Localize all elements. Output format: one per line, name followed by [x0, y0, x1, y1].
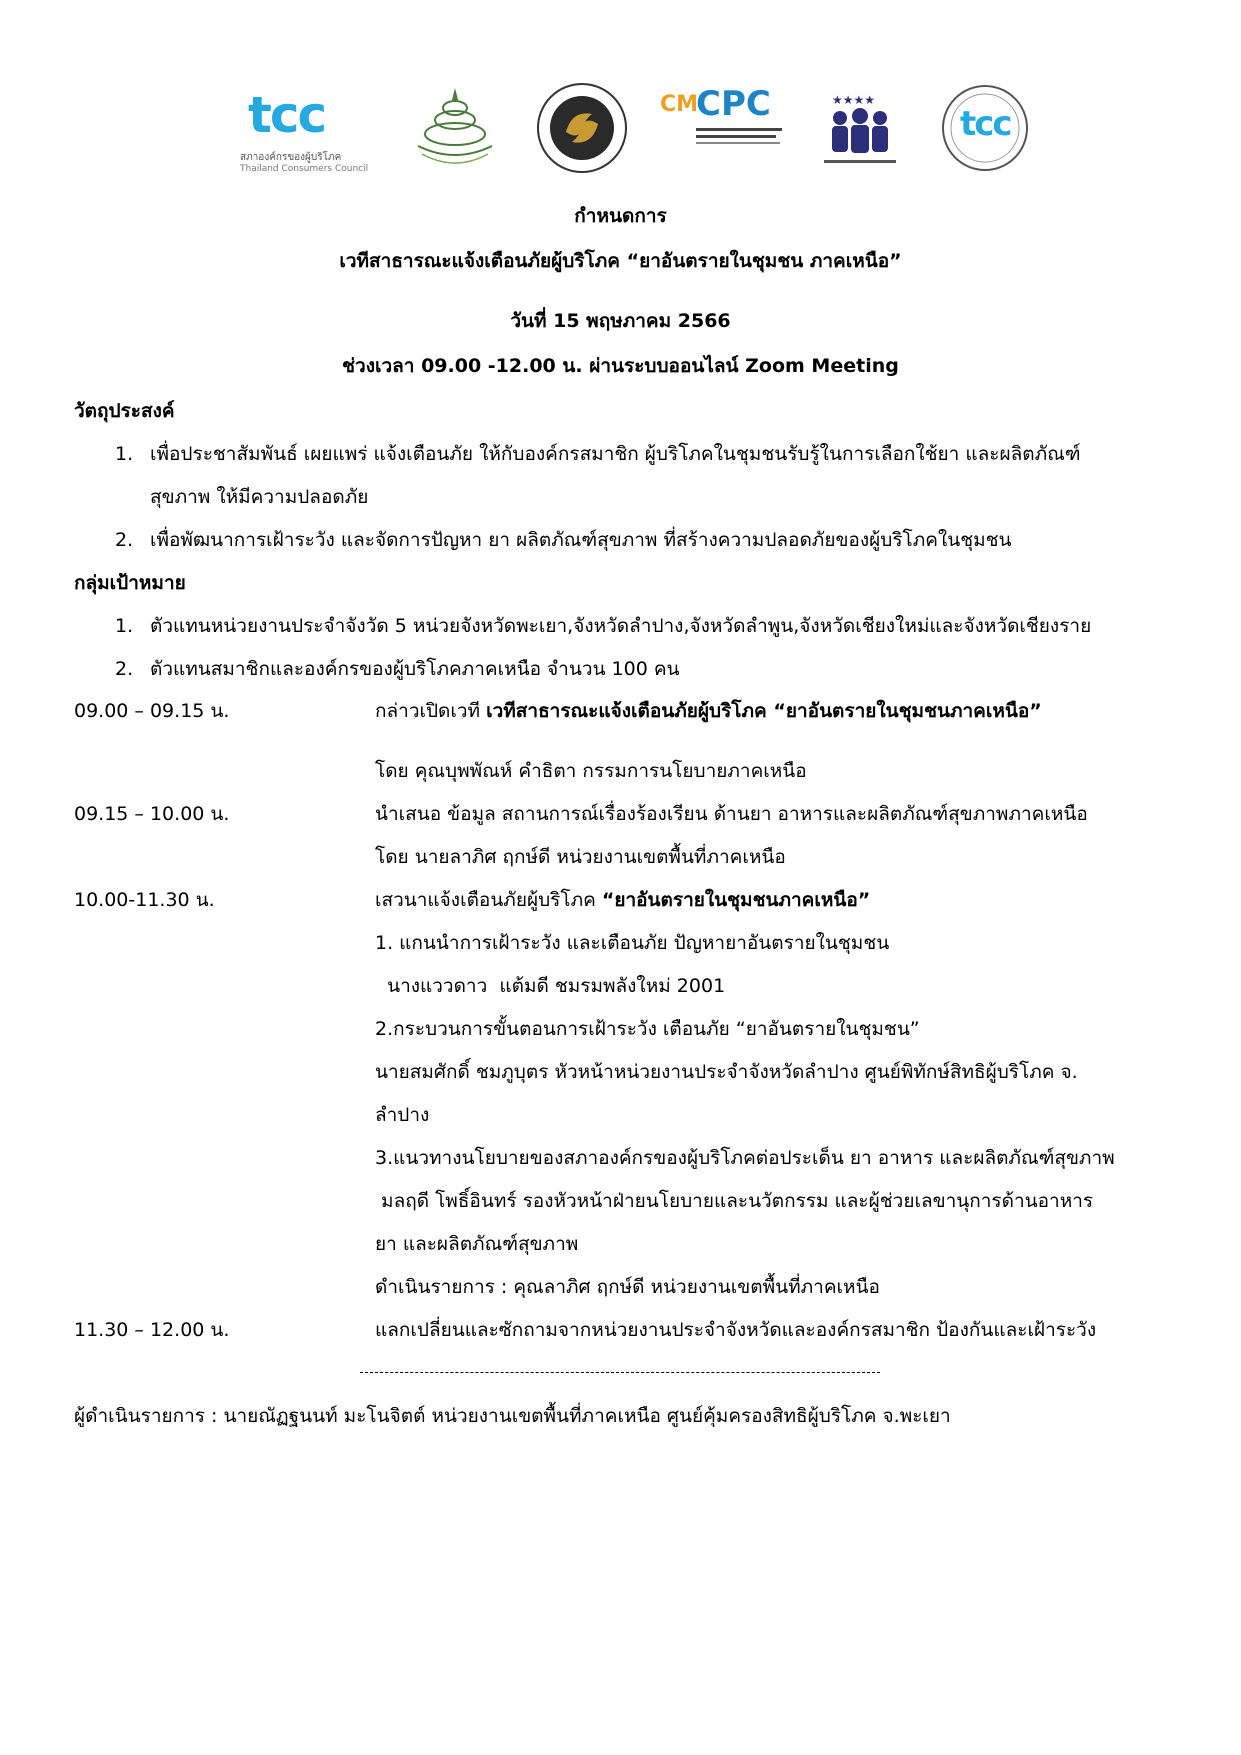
tcc-seal-mark: tcc	[960, 104, 1011, 144]
event-time: ช่วงเวลา 09.00 -12.00 น. ผ่านระบบออนไลน์ Zoom Meeting	[342, 355, 899, 377]
panel-line: ยา และผลิตภัณฑ์สุขภาพ	[375, 1233, 579, 1255]
panel-line: นางแววดาว แต้มดี ชมรมพลังใหม่ 2001	[375, 975, 726, 997]
schedule-item-3-lead-text: เสวนาแจ้งเตือนภัยผู้บริโภค	[375, 889, 602, 911]
schedule-item-4-line1: แลกเปลี่ยนและซักถามจากหน่วยงานประจำจังหวัดและองค์กรสมาชิก ป้องกันและเฝ้าระวัง	[375, 1319, 1097, 1341]
tcc-round-seal-logo	[930, 80, 1040, 180]
panel-line: นายสมศักดิ์ ชมภูบุตร หัวหน้าหน่วยงานประจำจังหวัดลำปาง ศูนย์พิทักษ์สิทธิผู้บริโภค จ.	[375, 1061, 1078, 1083]
objective-1-number: 1.	[115, 443, 134, 465]
svg-text:★★★★: ★★★★	[832, 93, 876, 107]
cmcpc-logo	[660, 80, 800, 180]
cmcpc-logo-cm: CM	[660, 92, 699, 117]
schedule-item-3-lead	[375, 888, 870, 912]
schedule-item-1-by: โดย คุณบุพพัณห์ คำธิตา กรรมการนโยบายภาคเหนือ	[375, 760, 807, 782]
panel-line: มลฤดี โพธิ์อินทร์ รองหัวหน้าฝ่ายนโยบายและนวัตกรรม และผู้ช่วยเลขานุการด้านอาหาร	[375, 1190, 1094, 1212]
schedule-item-1-lead-text: กล่าวเปิดเวที	[375, 700, 487, 722]
panel-line: 2.กระบวนการขั้นตอนการเฝ้าระวัง เตือนภัย “ยาอันตรายในชุมชน”	[375, 1018, 920, 1040]
schedule-item-2-line1: นำเสนอ ข้อมูล สถานการณ์เรื่องร้องเรียน ด้านยา อาหารและผลิตภัณฑ์สุขภาพภาคเหนือ	[375, 803, 1088, 825]
schedule-item-1-lead-bold: เวทีสาธารณะแจ้งเตือนภัยผู้บริโภค “ยาอันตรายในชุมชนภาคเหนือ”	[486, 700, 1042, 722]
target-1-text: ตัวแทนหน่วยงานประจำจังวัด 5 หน่วยจังหวัดพะเยา,จังหวัดลำปาง,จังหวัดลำพูน,จังหวัดเชียงใหม่และจังหวัดเชียงราย	[150, 615, 1092, 637]
event-date: วันที่ 15 พฤษภาคม 2566	[510, 310, 731, 332]
tcc-logo-mark: tcc	[248, 86, 326, 144]
footer-moderator: ผู้ดำเนินรายการ : นายณัฏฐนนท์ มะโนจิตต์ หน่วยงานเขตพื้นที่ภาคเหนือ ศูนย์คุ้มครองสิทธิผู้บริโภค จ.พะเยา	[74, 1405, 951, 1427]
schedule-time-3: 10.00-11.30 น.	[74, 889, 215, 911]
objective-2-line1: เพื่อพัฒนาการเฝ้าระวัง และจัดการปัญหา ยา ผลิตภัณฑ์สุขภาพ ที่สร้างความปลอดภัยของผู้บริโภคในชุมชน	[150, 529, 1012, 551]
section-divider	[360, 1372, 880, 1373]
schedule-item-3-lead-bold: “ยาอันตรายในชุมชนภาคเหนือ”	[601, 889, 871, 911]
objective-1-line1: เพื่อประชาสัมพันธ์ เผยแพร่ แจ้งเตือนภัย ให้กับองค์กรสมาชิก ผู้บริโภคในชุมชนรับรู้ในการเลือกใช้ยา และผลิตภัณฑ์	[150, 443, 1081, 465]
people-group-logo	[810, 80, 910, 180]
agenda-title: กำหนดการ	[574, 205, 667, 227]
objective-1-line2: สุขภาพ ให้มีความปลอดภัย	[150, 486, 369, 508]
tcc-logo	[240, 80, 380, 180]
schedule-item-2-line2: โดย นายลาภิศ ฤกษ์ดี หน่วยงานเขตพื้นที่ภาคเหนือ	[375, 846, 786, 868]
target-1-number: 1.	[115, 615, 134, 637]
schedule-time-1: 09.00 – 09.15 น.	[74, 700, 230, 722]
target-2-text: ตัวแทนสมาชิกและองค์กรของผู้บริโภคภาคเหนือ จำนวน 100 คน	[150, 658, 680, 680]
objective-2-number: 2.	[115, 529, 134, 551]
schedule-item-1-lead	[375, 699, 1042, 723]
panel-line: 3.แนวทางนโยบายของสภาองค์กรของผู้บริโภคต่อประเด็น ยา อาหาร และผลิตภัณฑ์สุขภาพ	[375, 1147, 1115, 1169]
schedule-time-2: 09.15 – 10.00 น.	[74, 803, 230, 825]
target-2-number: 2.	[115, 658, 134, 680]
panel-line: 1. แกนนำการเฝ้าระวัง และเตือนภัย ปัญหายาอันตรายในชุมชน	[375, 932, 890, 954]
objectives-heading: วัตถุประสงค์	[74, 400, 175, 422]
cmcpc-logo-caption	[696, 126, 786, 150]
stupa-emblem-logo	[400, 80, 510, 180]
panel-line: ดำเนินรายการ : คุณลาภิศ ฤกษ์ดี หน่วยงานเขตพื้นที่ภาคเหนือ	[375, 1276, 880, 1298]
circle-emblem-logo	[532, 80, 632, 180]
logo-row	[240, 80, 1011, 190]
tcc-logo-caption-th: สภาองค์กรของผู้บริโภค	[240, 152, 342, 163]
event-title: เวทีสาธารณะแจ้งเตือนภัยผู้บริโภค “ยาอันตรายในชุมชน ภาคเหนือ”	[339, 250, 902, 272]
cmcpc-logo-cpc: CPC	[696, 84, 771, 124]
targets-heading: กลุ่มเป้าหมาย	[74, 572, 186, 594]
panel-line: ลำปาง	[375, 1104, 430, 1126]
schedule-time-4: 11.30 – 12.00 น.	[74, 1319, 230, 1341]
tcc-logo-caption-en: Thailand Consumers Council	[240, 164, 369, 174]
